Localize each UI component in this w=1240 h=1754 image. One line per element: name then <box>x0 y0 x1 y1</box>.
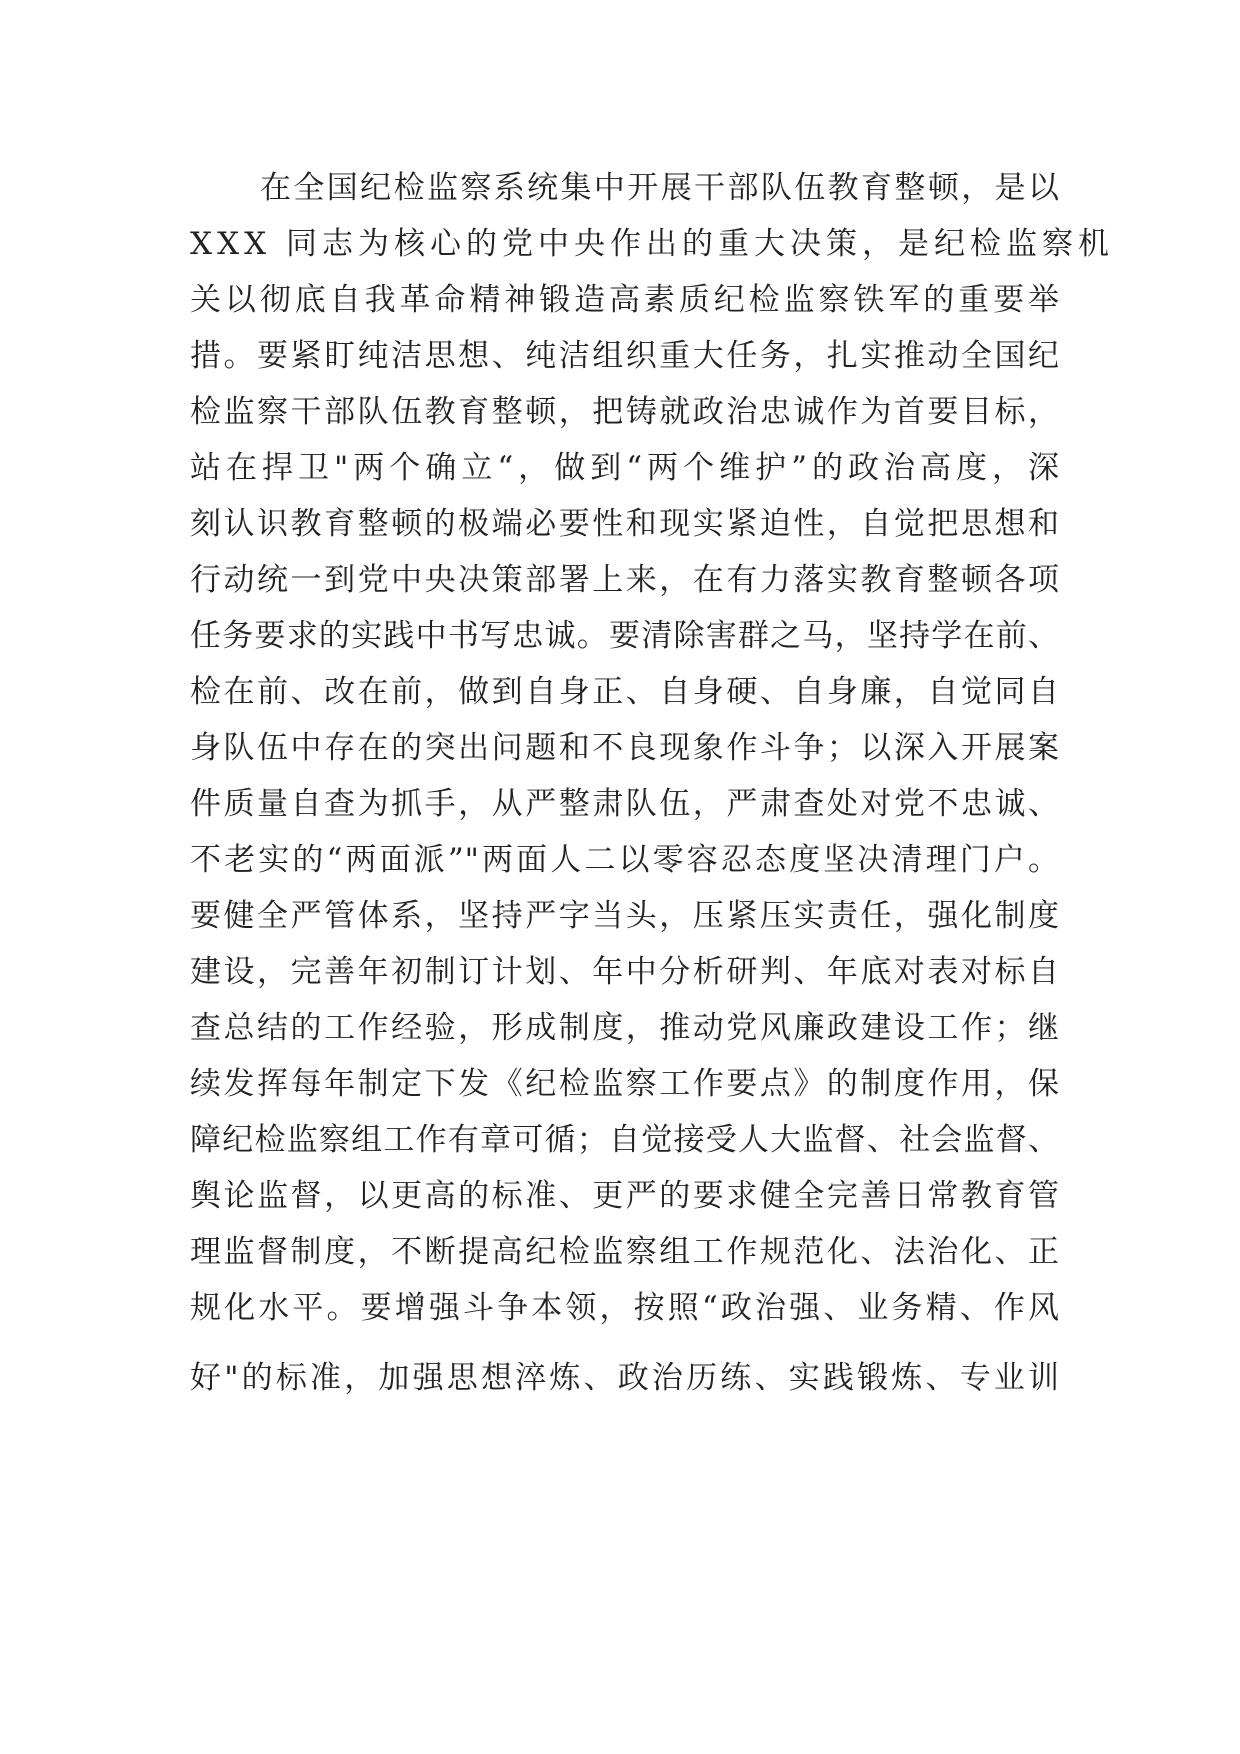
text-line: 要健全严管体系，坚持严字当头，压紧压实责任，强化制度 <box>190 898 1060 934</box>
text-line: 舆论监督，以更高的标准、更严的要求健全完善日常教育管 <box>190 1178 1060 1214</box>
text-line: 关以彻底自我革命精神锻造高素质纪检监察铁军的重要举 <box>190 282 1060 318</box>
text-line: 障纪检监察组工作有章可循；自觉接受人大监督、社会监督、 <box>190 1122 1060 1158</box>
text-line: 检在前、改在前，做到自身正、自身硬、自身廉，自觉同自 <box>190 674 1060 710</box>
text-line: 行动统一到党中央决策部署上来，在有力落实教育整顿各项 <box>190 562 1060 598</box>
text-line: 刻认识教育整顿的极端必要性和现实紧迫性，自觉把思想和 <box>190 506 1060 542</box>
text-line: 件质量自查为抓手，从严整肃队伍，严肃查处对党不忠诚、 <box>190 786 1060 822</box>
text-line: 措。要紧盯纯洁思想、纯洁组织重大任务，扎实推动全国纪 <box>190 338 1060 374</box>
text-line: 不老实的“两面派”"两面人二以零容忍态度坚决清理门户。 <box>190 842 1060 878</box>
text-line: XXX 同志为核心的党中央作出的重大决策，是纪检监察机 <box>190 226 1115 262</box>
body-paragraph <box>190 160 1115 1406</box>
text-line: 在全国纪检监察系统集中开展干部队伍教育整顿，是以 <box>260 170 1060 206</box>
text-line: 理监督制度，不断提高纪检监察组工作规范化、法治化、正 <box>190 1234 1060 1270</box>
text-line: 建设，完善年初制订计划、年中分析研判、年底对表对标自 <box>190 954 1060 990</box>
text-line: 续发挥每年制定下发《纪检监察工作要点》的制度作用，保 <box>190 1066 1060 1102</box>
text-line: 检监察干部队伍教育整顿，把铸就政治忠诚作为首要目标， <box>190 394 1060 430</box>
text-line: 站在捍卫"两个确立“，做到“两个维护”的政治高度，深 <box>190 450 1060 486</box>
text-line: 规化水平。要增强斗争本领，按照“政治强、业务精、作风 <box>190 1290 1060 1326</box>
text-line: 查总结的工作经验，形成制度，推动党风廉政建设工作；继 <box>190 1010 1060 1046</box>
text-line: 好"的标准，加强思想淬炼、政治历练、实践锻炼、专业训 <box>190 1360 1060 1396</box>
text-line: 身队伍中存在的突出问题和不良现象作斗争；以深入开展案 <box>190 730 1060 766</box>
text-line: 任务要求的实践中书写忠诚。要清除害群之马，坚持学在前、 <box>190 618 1060 654</box>
